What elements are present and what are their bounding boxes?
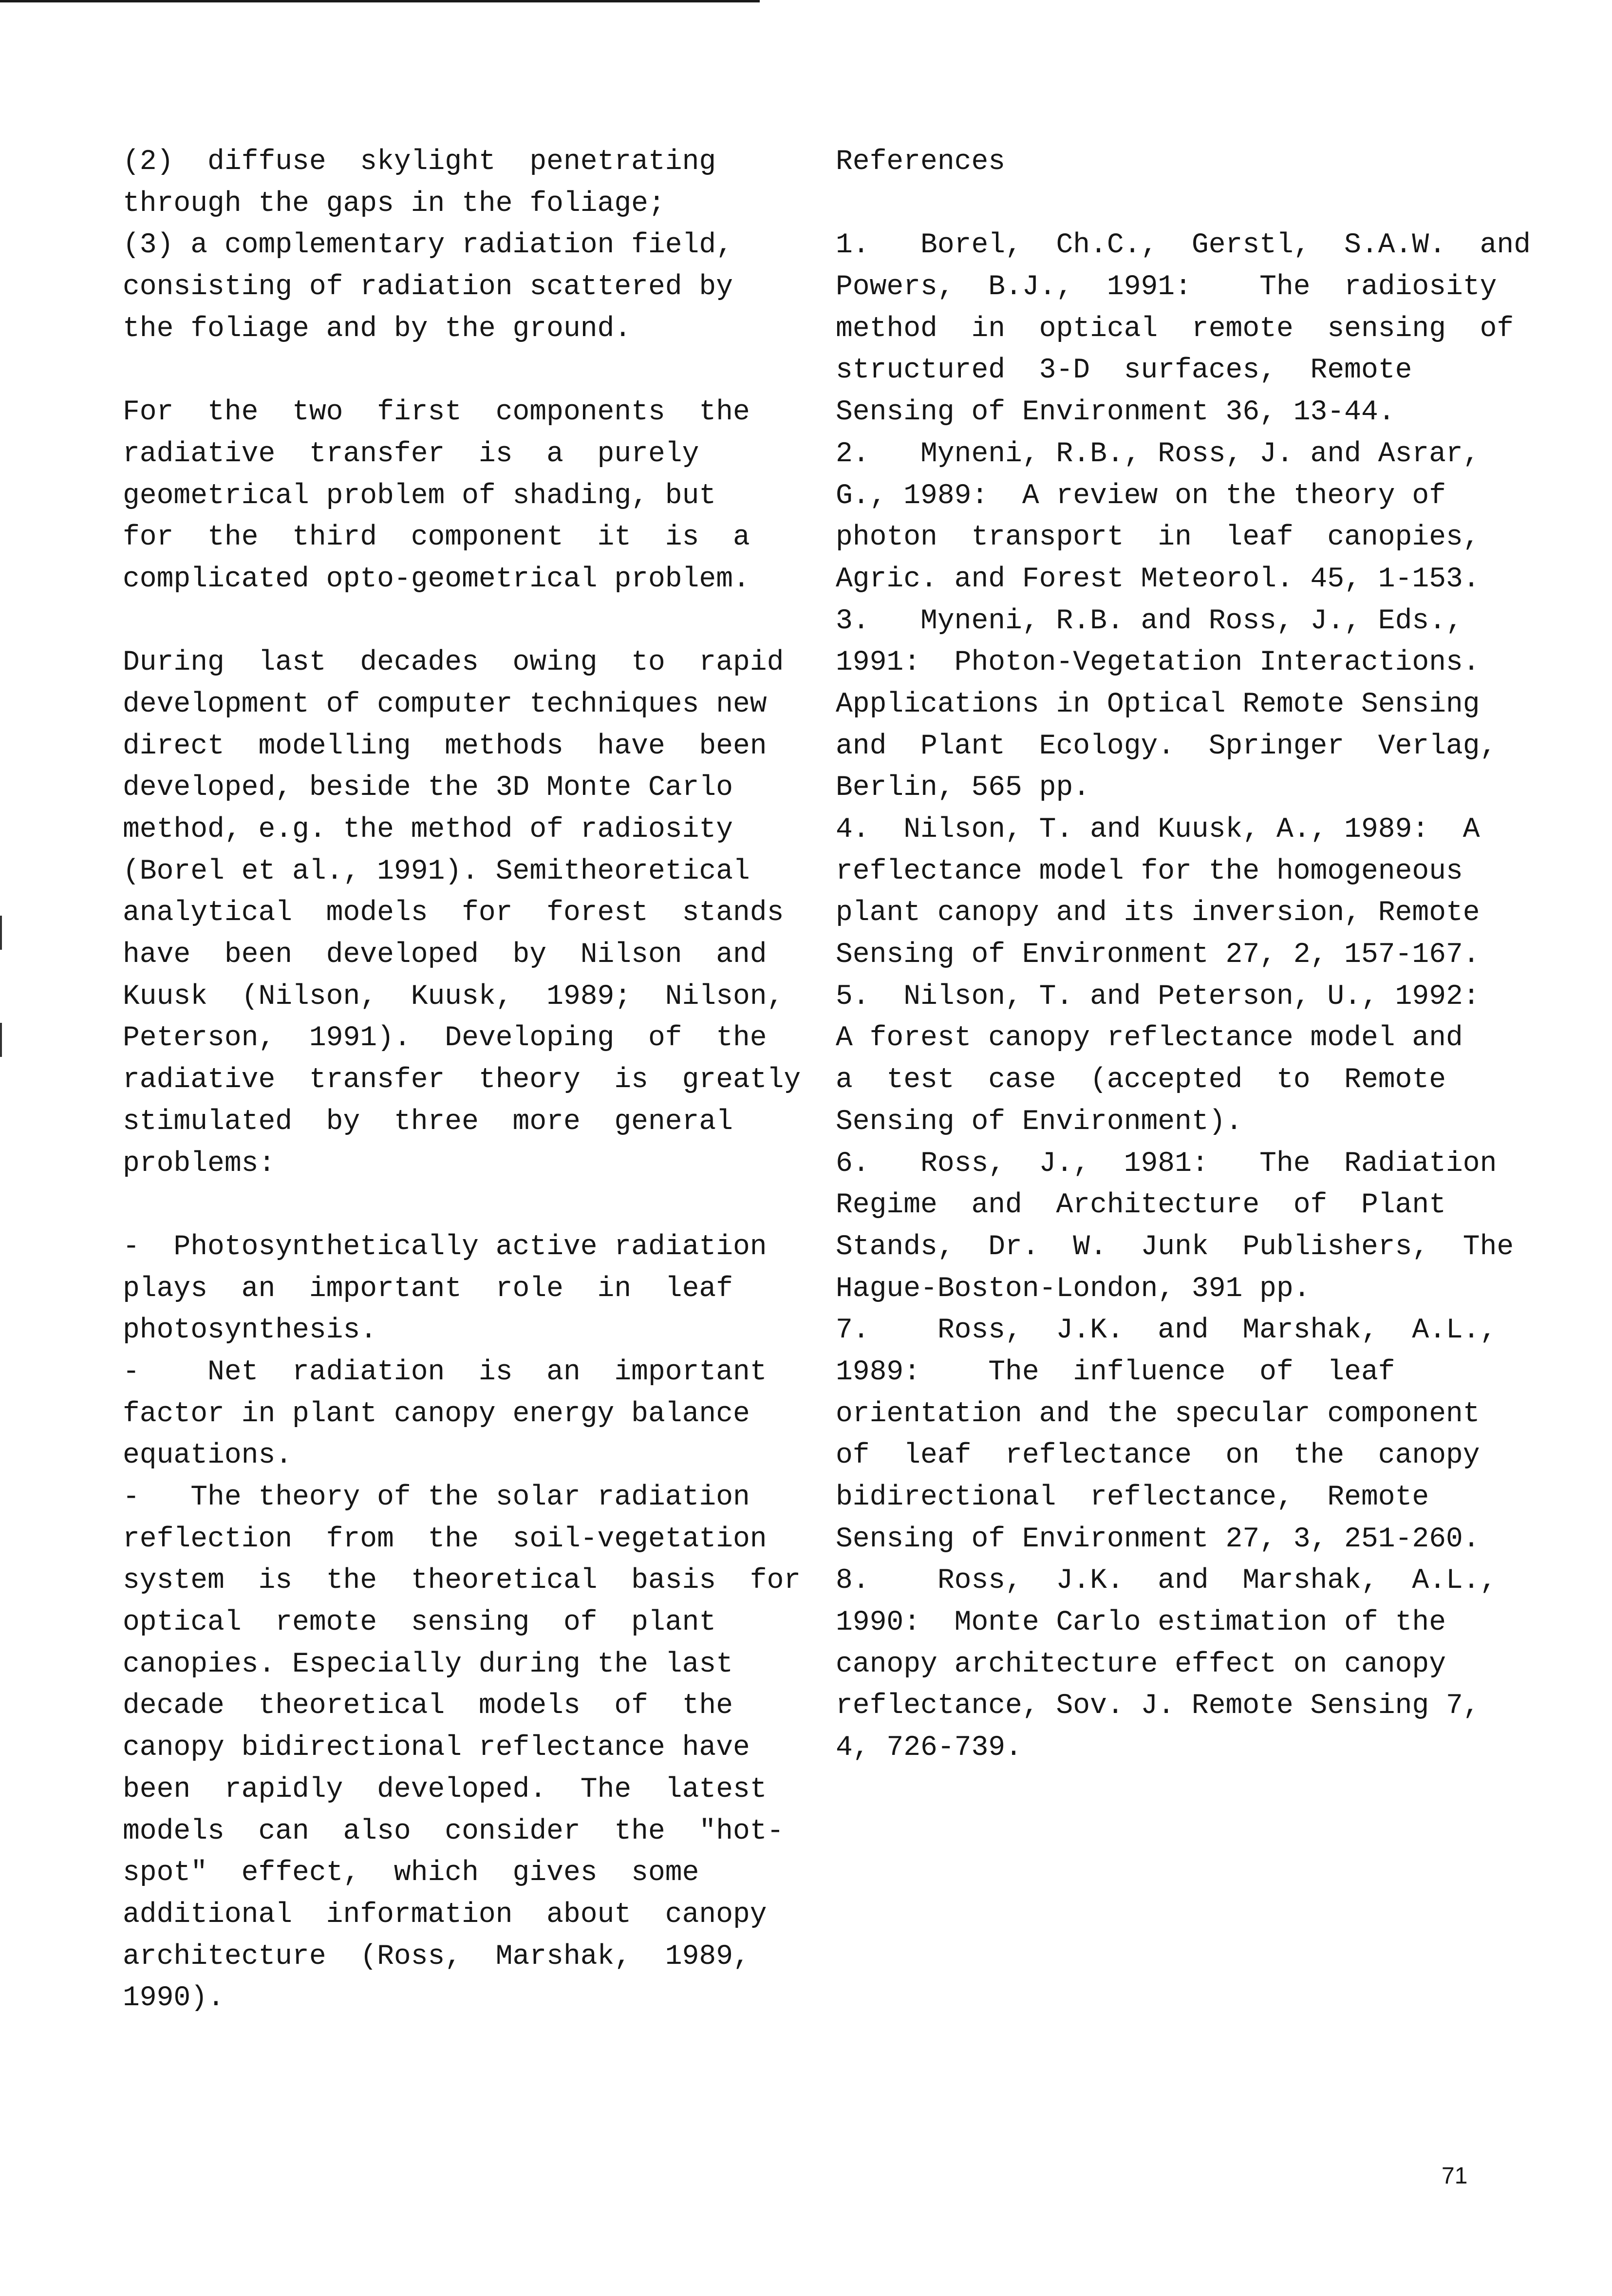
text-line: development of computer techniques new — [123, 688, 767, 720]
text-line: For the two first components the — [123, 396, 750, 429]
bullet-line: equations. — [123, 1440, 293, 1472]
reference-line: Regime and Architecture of Plant — [836, 1189, 1446, 1222]
text-line: stimulated by three more general — [123, 1106, 733, 1138]
reference-line: Agric. and Forest Meteorol. 45, 1-153. — [836, 563, 1480, 595]
reference-line: 5. Nilson, T. and Peterson, U., 1992: — [836, 980, 1480, 1013]
reference-line: 1990: Monte Carlo estimation of the — [836, 1607, 1446, 1639]
reference-line: 2. Myneni, R.B., Ross, J. and Asrar, — [836, 438, 1480, 470]
reference-line: 3. Myneni, R.B. and Ross, J., Eds., — [836, 605, 1463, 637]
bullet-line: system is the theoretical basis for — [123, 1565, 801, 1597]
margin-mark — [0, 1023, 2, 1057]
paragraph-radiative-transfer — [123, 392, 769, 600]
reference-line: Applications in Optical Remote Sensing — [836, 688, 1480, 720]
bullet-line: optical remote sensing of plant — [123, 1607, 716, 1639]
paragraph-gap — [123, 1185, 769, 1226]
reference-line: Berlin, 565 pp. — [836, 772, 1090, 804]
text-line: analytical models for forest stands — [123, 897, 784, 929]
reference-line: 4. Nilson, T. and Kuusk, A., 1989: A — [836, 814, 1480, 846]
bullet-line: additional information about canopy — [123, 1899, 767, 1931]
reference-line: Sensing of Environment 36, 13-44. — [836, 396, 1395, 429]
reference-line: 1. Borel, Ch.C., Gerstl, S.A.W. and — [836, 229, 1531, 262]
reference-line: photon transport in leaf canopies, — [836, 522, 1480, 554]
bullet-line: plays an important role in leaf — [123, 1273, 733, 1305]
reference-line: A forest canopy reflectance model and — [836, 1022, 1463, 1054]
text-line: Kuusk (Nilson, Kuusk, 1989; Nilson, — [123, 980, 784, 1013]
reference-line: 4, 726-739. — [836, 1732, 1022, 1764]
text-line: direct modelling methods have been — [123, 730, 767, 762]
reference-line: Sensing of Environment). — [836, 1106, 1243, 1138]
references-list — [836, 225, 1531, 1769]
text-line: radiative transfer theory is greatly — [123, 1064, 801, 1096]
bullet-line: - Net radiation is an important — [123, 1356, 767, 1388]
bullet-line: photosynthesis. — [123, 1315, 377, 1347]
reference-line: G., 1989: A review on the theory of — [836, 480, 1446, 512]
reference-line: and Plant Ecology. Springer Verlag, — [836, 730, 1497, 762]
text-line: have been developed by Nilson and — [123, 939, 767, 971]
reference-line: Stands, Dr. W. Junk Publishers, The — [836, 1231, 1514, 1263]
text-line: consisting of radiation scattered by — [123, 271, 733, 303]
reference-line: 7. Ross, J.K. and Marshak, A.L., — [836, 1315, 1497, 1347]
reference-line: method in optical remote sensing of — [836, 313, 1514, 345]
bullet-line: been rapidly developed. The latest — [123, 1773, 767, 1806]
bullet-line: models can also consider the "hot- — [123, 1815, 784, 1847]
text-line: the foliage and by the ground. — [123, 313, 632, 345]
bullet-line: 1990). — [123, 1982, 225, 2014]
reference-line: bidirectional reflectance, Remote — [836, 1482, 1429, 1513]
text-line: (3) a complementary radiation field, — [123, 229, 733, 262]
reference-line: 8. Ross, J.K. and Marshak, A.L., — [836, 1565, 1497, 1597]
paragraph-diffuse-radiation — [123, 141, 769, 350]
reference-line: reflectance, Sov. J. Remote Sensing 7, — [836, 1690, 1480, 1722]
bullet-line: canopies. Especially during the last — [123, 1648, 733, 1680]
reference-line: Powers, B.J., 1991: The radiosity — [836, 271, 1497, 303]
reference-line: structured 3-D surfaces, Remote — [836, 355, 1412, 387]
bullet-line: factor in plant canopy energy balance — [123, 1398, 750, 1430]
text-line: method, e.g. the method of radiosity — [123, 814, 733, 846]
text-line: During last decades owing to rapid — [123, 647, 784, 679]
reference-line: canopy architecture effect on canopy — [836, 1648, 1446, 1680]
text-line: geometrical problem of shading, but — [123, 480, 716, 512]
bullet-line: reflection from the soil-vegetation — [123, 1523, 767, 1555]
text-line: developed, beside the 3D Monte Carlo — [123, 772, 733, 804]
bullet-line: - Photosynthetically active radiation — [123, 1231, 767, 1263]
bullet-line: spot" effect, which gives some — [123, 1857, 699, 1889]
reference-line: Hague-Boston-London, 391 pp. — [836, 1273, 1311, 1305]
text-line: radiative transfer is a purely — [123, 438, 699, 470]
reference-line: Sensing of Environment 27, 3, 251-260. — [836, 1523, 1480, 1555]
reference-line: 6. Ross, J., 1981: The Radiation — [836, 1148, 1497, 1180]
bullet-list-problems — [123, 1226, 801, 2019]
right-column — [836, 141, 1531, 1769]
left-column — [123, 141, 801, 2019]
reference-line: 1991: Photon-Vegetation Interactions. — [836, 647, 1480, 679]
page-number: 71 — [1442, 2163, 1468, 2189]
bullet-line: canopy bidirectional reflectance have — [123, 1732, 750, 1764]
reference-line: plant canopy and its inversion, Remote — [836, 897, 1480, 929]
reference-line: of leaf reflectance on the canopy — [836, 1440, 1480, 1472]
reference-line: orientation and the specular component — [836, 1398, 1480, 1430]
text-line: problems: — [123, 1148, 276, 1180]
margin-mark — [0, 916, 2, 950]
reference-line: Sensing of Environment 27, 2, 157-167. — [836, 939, 1480, 971]
text-line: (2) diffuse skylight penetrating — [123, 146, 716, 178]
paragraph-modelling-methods — [123, 642, 801, 1185]
bullet-line: - The theory of the solar radiation — [123, 1482, 750, 1513]
text-line: through the gaps in the foliage; — [123, 188, 665, 220]
references-heading: References — [836, 146, 1006, 178]
text-line: (Borel et al., 1991). Semitheoretical — [123, 855, 750, 887]
reference-line: 1989: The influence of leaf — [836, 1356, 1395, 1388]
bullet-line: architecture (Ross, Marshak, 1989, — [123, 1940, 750, 1973]
paragraph-gap — [123, 350, 769, 392]
paragraph-gap — [123, 601, 769, 642]
text-line: complicated opto-geometrical problem. — [123, 563, 750, 595]
reference-line: reflectance model for the homogeneous — [836, 855, 1463, 887]
text-line: Peterson, 1991). Developing of the — [123, 1022, 767, 1054]
paragraph-gap — [836, 183, 1483, 225]
top-rule — [0, 0, 760, 2]
text-line: for the third component it is a — [123, 522, 750, 554]
reference-line: a test case (accepted to Remote — [836, 1064, 1446, 1096]
bullet-line: decade theoretical models of the — [123, 1690, 733, 1722]
